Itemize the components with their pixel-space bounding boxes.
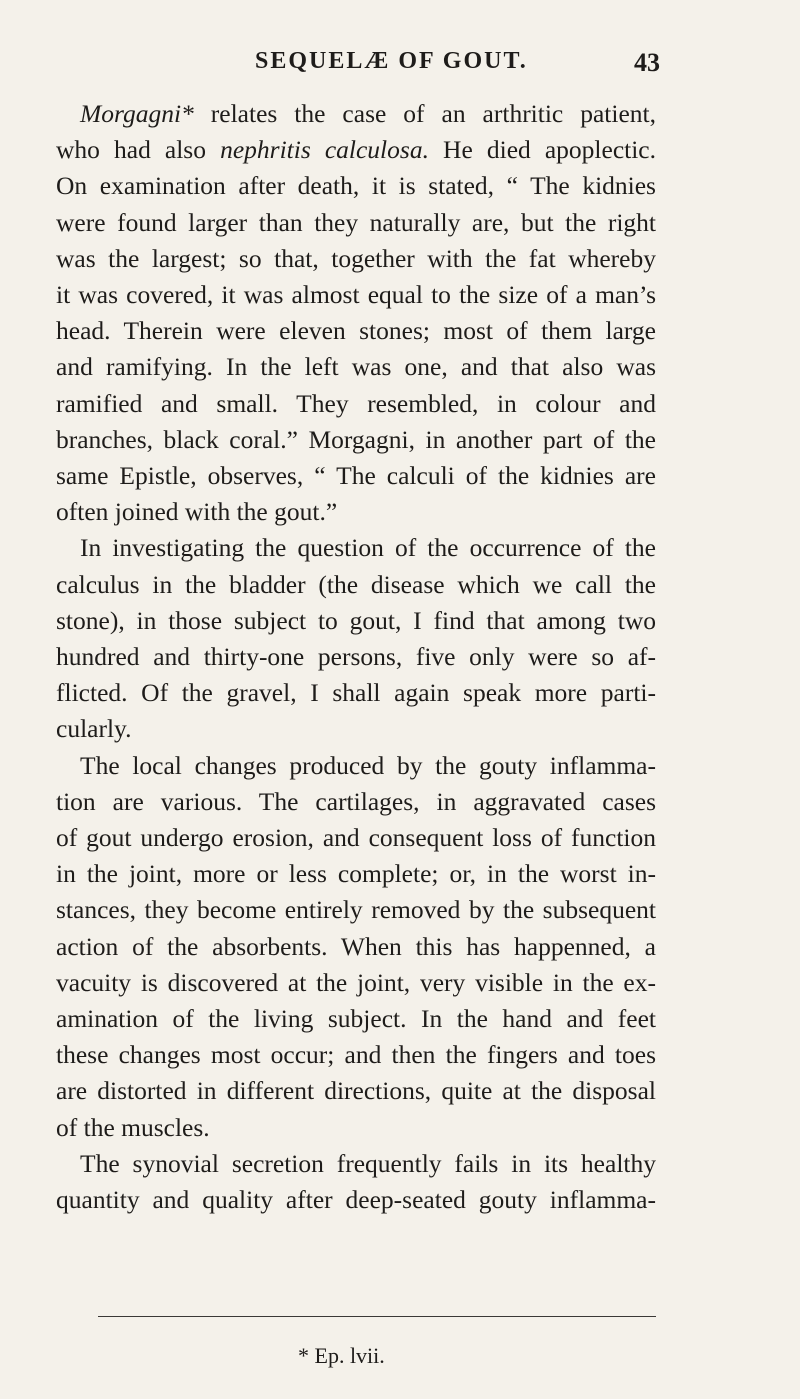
text-run: amination of the living subject. In the hand and feet — [56, 1004, 656, 1034]
text-run: are distorted in different directions, quite at the disposal — [56, 1076, 656, 1106]
text-run: On examination after death, it is stated, “ The kidnies — [56, 171, 656, 201]
text-line — [56, 349, 656, 385]
italic-text: nephritis calculosa. — [220, 135, 429, 165]
text-run: ramified and small. They resembled, in colour and — [56, 388, 656, 418]
text-line — [56, 1110, 656, 1146]
text-line — [56, 313, 656, 349]
paragraph — [56, 530, 656, 747]
text-line — [56, 965, 656, 1001]
text-run: and ramifying. In the left was one, and that also was — [56, 352, 656, 382]
text-run: was the largest; so that, together with the fat whereby — [56, 243, 656, 273]
text-line — [56, 1037, 656, 1073]
text-run: vacuity is discovered at the joint, very visible in the ex- — [56, 967, 656, 997]
text-line — [56, 96, 656, 132]
body-text — [56, 96, 656, 1218]
text-run: action of the absorbents. When this has happenned, a — [56, 931, 656, 961]
paragraph — [56, 748, 656, 1146]
text-run: quantity and quality after deep-seated gouty inflamma- — [56, 1185, 656, 1215]
text-run: these changes most occur; and then the fingers and toes — [56, 1040, 656, 1070]
text-run: often joined with the gout.” — [56, 497, 338, 527]
text-line — [56, 241, 656, 277]
text-line — [56, 1073, 656, 1109]
text-line — [56, 929, 656, 965]
text-line — [56, 639, 656, 675]
text-run: stances, they become entirely removed by the subsequent — [56, 895, 656, 925]
text-run: tion are various. The cartilages, in aggravated cases — [56, 786, 656, 816]
text-run: were found larger than they naturally are, but the right — [56, 207, 656, 237]
text-run: relates the case of an arthritic patient, — [193, 99, 656, 128]
text-run: who had also — [56, 135, 221, 165]
text-run: branches, black coral.” Morgagni, in another part of the — [56, 424, 656, 454]
text-run: same Epistle, observes, “ The calculi of the kidnies are — [56, 461, 656, 491]
text-line — [56, 784, 656, 820]
text-line — [56, 567, 656, 603]
text-line — [56, 711, 656, 747]
text-line — [56, 530, 656, 566]
page-number: 43 — [634, 48, 660, 77]
text-run: hundred and thirty-one persons, five only were so af- — [56, 642, 656, 672]
paragraph — [56, 96, 656, 530]
footnote-text: * Ep. lvii. — [298, 1343, 385, 1368]
text-line — [56, 820, 656, 856]
text-run: flicted. Of the gravel, I shall again speak more parti- — [56, 678, 656, 708]
text-line — [56, 205, 656, 241]
footnote-rule — [98, 1316, 656, 1317]
paragraph — [56, 1146, 656, 1218]
text-line — [56, 892, 656, 928]
text-run: The local changes produced by the gouty inflamma- — [80, 750, 656, 780]
text-run: of the muscles. — [56, 1112, 210, 1142]
text-run: of gout undergo erosion, and consequent loss of function — [56, 823, 656, 853]
text-run: The synovial secretion frequently fails in its healthy — [80, 1148, 656, 1178]
text-run: stone), in those subject to gout, I find that among two — [56, 605, 656, 635]
text-line — [56, 1146, 656, 1182]
text-run: calculus in the bladder (the disease which we call the — [56, 569, 656, 599]
running-head — [0, 48, 800, 88]
text-line — [56, 277, 656, 313]
running-title: SEQUELÆ OF GOUT. — [255, 48, 528, 74]
text-line — [56, 494, 656, 530]
text-line — [56, 386, 656, 422]
text-line — [56, 856, 656, 892]
text-line — [56, 132, 656, 168]
text-line — [56, 748, 656, 784]
text-run: cularly. — [56, 714, 132, 744]
text-line — [56, 422, 656, 458]
text-run: In investigating the question of the occurrence of the — [80, 533, 656, 563]
text-run: in the joint, more or less complete; or, in the worst in- — [56, 859, 656, 889]
text-line — [56, 1182, 656, 1218]
text-line — [56, 603, 656, 639]
text-run: it was covered, it was almost equal to the size of a man’s — [56, 280, 656, 310]
text-run: He died apoplectic. — [428, 135, 657, 165]
text-line — [56, 1001, 656, 1037]
italic-text: Morgagni* — [80, 99, 194, 128]
text-line — [56, 675, 656, 711]
text-line — [56, 458, 656, 494]
text-run: head. Therein were eleven stones; most of them large — [56, 316, 656, 346]
text-line — [56, 168, 656, 204]
